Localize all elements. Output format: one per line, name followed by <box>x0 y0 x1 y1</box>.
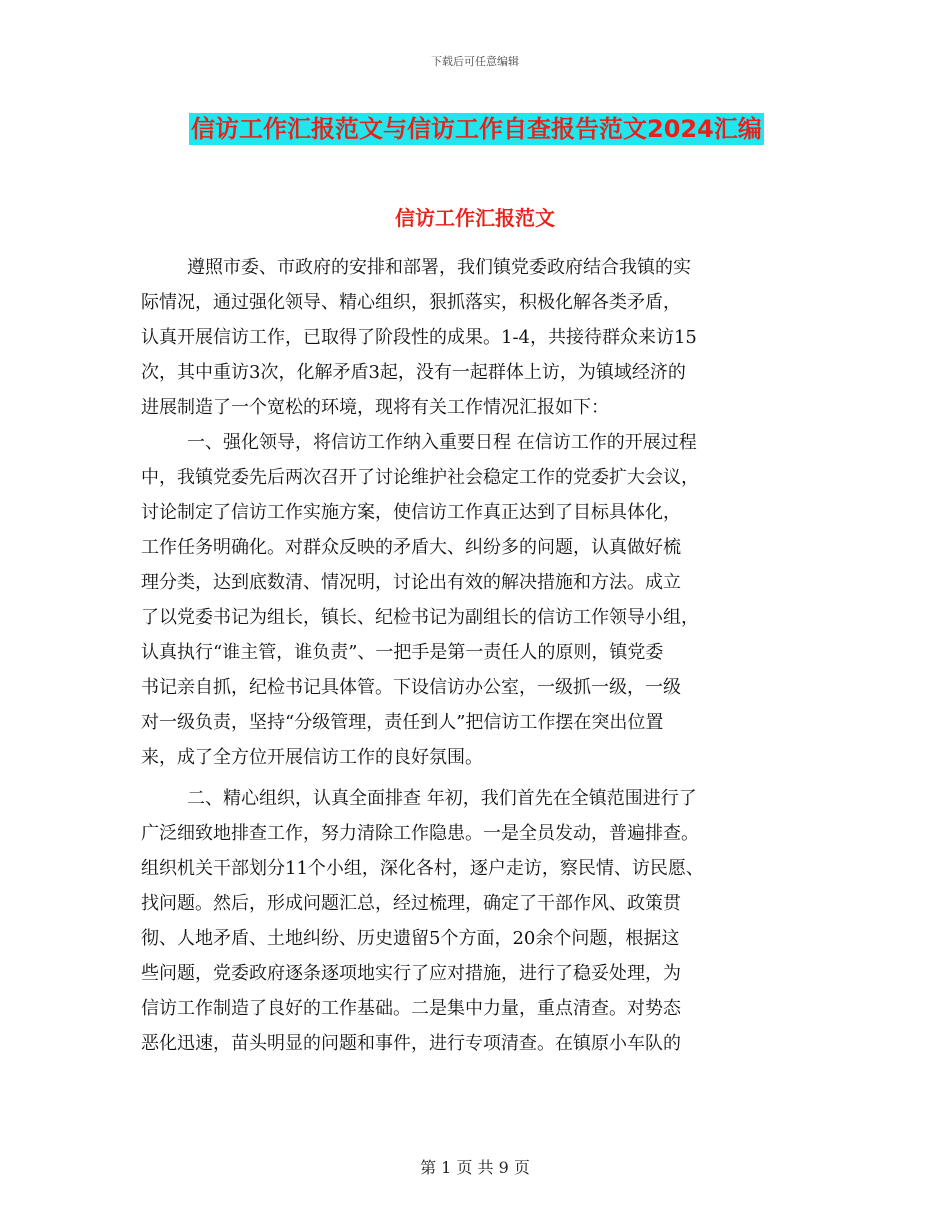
paragraph-line: 认真执行“谁主管，谁负责”、一把手是第一责任人的原则，镇党委 <box>141 642 664 663</box>
paragraph-line: 些问题，党委政府逐条逐项地实行了应对措施，进行了稳妥处理，为 <box>141 963 681 984</box>
document-title: 信访工作汇报范文与信访工作自查报告范文2024汇编 <box>191 115 762 143</box>
paragraph-line: 了以党委书记为组长，镇长、纪检书记为副组长的信访工作领导小组， <box>141 607 699 628</box>
paragraph-line: 认真开展信访工作，已取得了阶段性的成果。1-4，共接待群众来访15 <box>141 327 697 348</box>
document-body <box>141 250 821 1061</box>
paragraph-line: 中，我镇党委先后两次召开了讨论维护社会稳定工作的党委扩大会议， <box>141 467 699 488</box>
paragraph-line: 书记亲自抓，纪检书记具体管。下设信访办公室，一级抓一级，一级 <box>141 677 681 698</box>
paragraph-line: 来，成了全方位开展信访工作的良好氛围。 <box>141 747 483 768</box>
paragraph-line: 广泛细致地排查工作，努力清除工作隐患。一是全员发动，普遍排查。 <box>141 823 699 844</box>
paragraph-line: 一、强化领导，将信访工作纳入重要日程 在信访工作的开展过程 <box>187 432 697 453</box>
paragraph-line: 际情况，通过强化领导、精心组织，狠抓落实，积极化解各类矛盾， <box>141 292 681 313</box>
paragraph-line: 信访工作制造了良好的工作基础。二是集中力量，重点清查。对势态 <box>141 998 681 1019</box>
paragraph-line: 找问题。然后，形成问题汇总，经过梳理，确定了干部作风、政策贯 <box>141 893 681 914</box>
paragraph-line: 工作任务明确化。对群众反映的矛盾大、纠纷多的问题，认真做好梳 <box>141 537 681 558</box>
paragraph-line: 遵照市委、市政府的安排和部署，我们镇党委政府结合我镇的实 <box>187 257 691 278</box>
section-title: 信访工作汇报范文 <box>395 206 555 230</box>
page-number: 第 1 页 共 9 页 <box>420 1158 530 1177</box>
paragraph-line: 理分类，达到底数清、情况明，讨论出有效的解决措施和方法。成立 <box>141 572 681 593</box>
paragraph-line: 次，其中重访3次，化解矛盾3起，没有一起群体上访，为镇域经济的 <box>141 362 686 383</box>
paragraph-line: 组织机关干部划分11个小组，深化各村，逐户走访，察民情、访民愿、 <box>141 858 704 879</box>
paragraph-line: 恶化迅速，苗头明显的问题和事件，进行专项清查。在镇原小车队的 <box>141 1033 681 1054</box>
paragraph-line: 二、精心组织，认真全面排查 年初，我们首先在全镇范围进行了 <box>187 788 697 809</box>
paragraph-line: 讨论制定了信访工作实施方案，使信访工作真正达到了目标具体化， <box>141 502 681 523</box>
paragraph-line: 彻、人地矛盾、土地纠纷、历史遗留5个方面，20余个问题，根据这 <box>141 928 680 949</box>
page-header-note: 下载后可任意编辑 <box>431 55 519 68</box>
paragraph-line: 进展制造了一个宽松的环境，现将有关工作情况汇报如下： <box>141 397 609 418</box>
paragraph-line: 对一级负责，坚持“分级管理，责任到人”把信访工作摆在突出位置 <box>141 712 664 733</box>
